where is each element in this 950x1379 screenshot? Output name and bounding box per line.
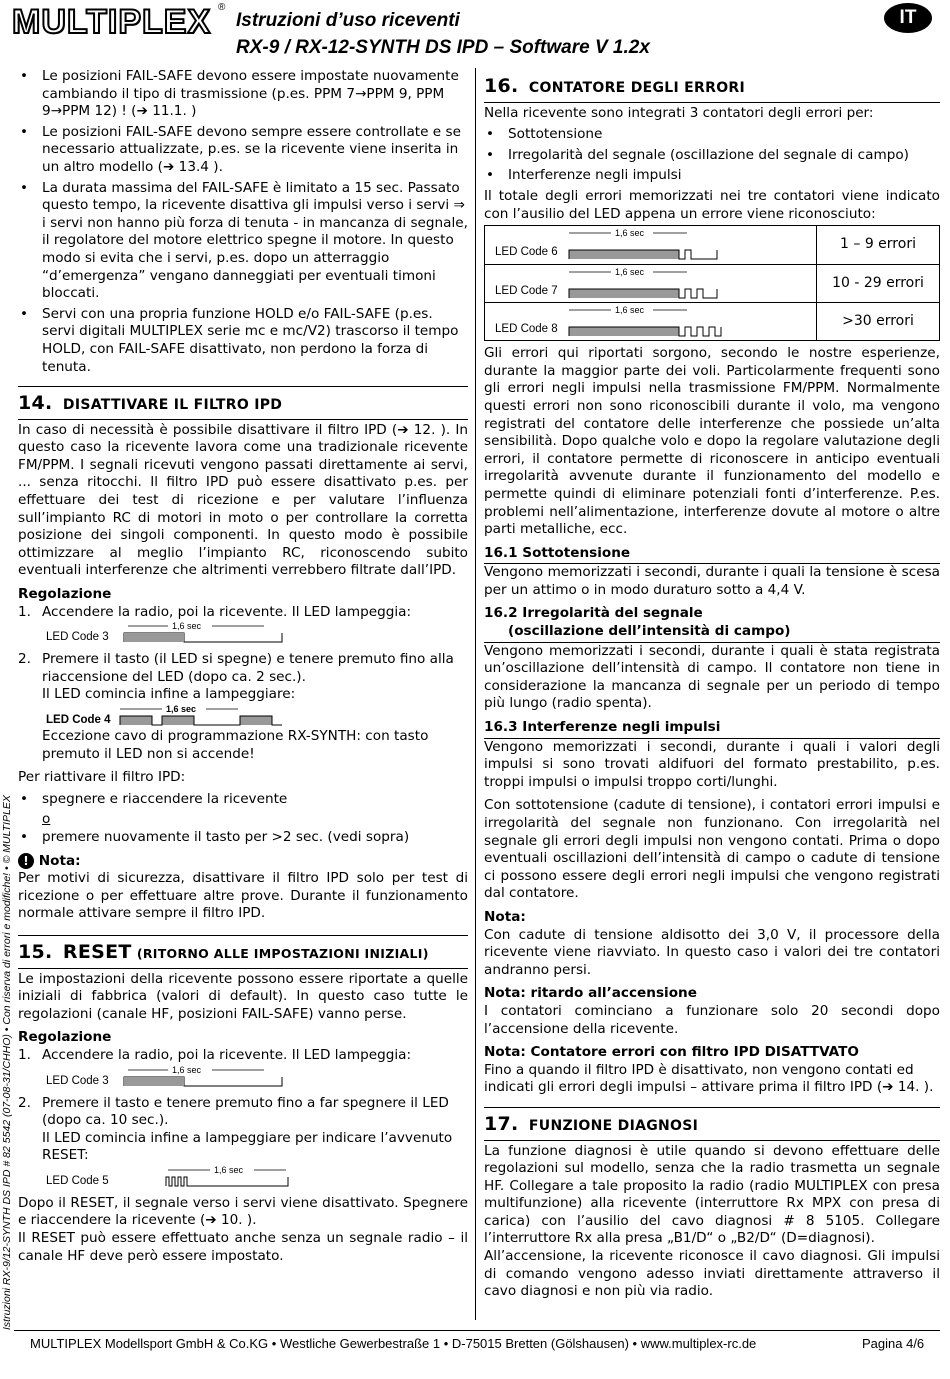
error-range: >30 errori bbox=[842, 313, 914, 330]
section-17-number: 17. bbox=[484, 1112, 519, 1135]
section-16-total: Il totale degli errori memorizzati nei tre contatori viene indicato con l’ausilio del LED appena un errore viene riconosciuto: bbox=[484, 187, 940, 222]
led-timing-label: 1,6 sec bbox=[214, 1164, 244, 1175]
bullet-failsafe-check: • Le posizioni FAIL-SAFE devono sempre essere controllate e se necessario attualizzate, p.es. se la ricevente viene inserita in un altro modello (➔ 13.4 ). bbox=[18, 124, 468, 177]
step-text: Premere il tasto (il LED si spegne) e tenere premuto fino alla riaccensione del LED (dopo ca. 2 sec.). bbox=[42, 651, 454, 685]
section-rule bbox=[18, 386, 468, 387]
footer-rule bbox=[14, 1330, 940, 1331]
led-pulse-diagram bbox=[567, 267, 787, 301]
led-timing-label: 1,6 sec bbox=[615, 305, 645, 316]
error-code-table bbox=[484, 225, 940, 341]
nota-3-text: Fino a quando il filtro IPD è disattivato, non vengono contati ed indicati gli errori degli impulsi – attivare prima il filtro IPD (➔ 14. ). bbox=[484, 1061, 934, 1096]
left-column bbox=[18, 68, 468, 1265]
section-14-step1 bbox=[18, 604, 468, 622]
nota-2-heading: Nota: ritardo all’accensione bbox=[484, 985, 697, 1002]
section-16-heading bbox=[484, 75, 940, 98]
led-code-label: LED Code 7 bbox=[495, 285, 558, 298]
footer-address: MULTIPLEX Modellsport GmbH & Co.KG • Westliche Gewerbestraße 1 • D-75015 Bretten (Gölshausen) • www.multiplex-rc.de bbox=[30, 1336, 757, 1351]
led-pulse-diagram bbox=[567, 305, 787, 339]
error-range: 1 – 9 errori bbox=[840, 236, 916, 253]
led-code-label: LED Code 8 bbox=[495, 323, 558, 336]
led-pulse-diagram bbox=[114, 1065, 294, 1089]
section-15-step2 bbox=[18, 1095, 468, 1130]
section-16-explain: Gli errori qui riportati sorgono, secondo le nostre esperienze, durante la maggior parte dei voli. Particolarmente frequenti sono gli errori negli impulsi nella trasmissione FM/PPM. Normalmente questi errori non sono riconoscibili durante il volo, ma vengono registrati del contatore delle interferenze che possiede un’alta sensibilità. Dopo qualche volo e dopo la regolare valutazione degli errori, il contatore permette di riconoscere in anticipo eventuali irregolarità avvenute durante il funzionamento del modello e permette quindi di eliminare potenziali fonti d’interferenze. P.es. problemi nell’alimentazione, interferenze dovute al motore o altre parti metalliche, ecc. bbox=[484, 345, 940, 538]
section-16-3-text-b: Con sottotensione (cadute di tensione), i contatori errori impulsi e irregolarità del segnale non funzionano. Con irregolarità nel segnale gli errori degli impulsi non vengono contati. Prima o dopo eventuali oscillazioni dell’intensità di campo o cadute di tensione ci possono essere degli errori negli impulsi che vengono registrati dal contatore. bbox=[484, 797, 940, 902]
led-code-label: LED Code 5 bbox=[46, 1174, 109, 1187]
page-header bbox=[0, 0, 950, 66]
led-code-label: LED Code 6 bbox=[495, 246, 558, 259]
bullet-failsafe-reset: • Le posizioni FAIL-SAFE devono essere impostate nuovamente cambiando il tipo di trasmissione (p.es. PPM 7→PPM 9, PPM 9→PPM 12) ! (➔ 11.1. ) bbox=[18, 68, 468, 121]
led-timing-label: 1,6 sec bbox=[172, 621, 202, 632]
section-17-heading bbox=[484, 1112, 940, 1136]
led-timing-label: 1,6 sec bbox=[166, 704, 197, 714]
table-row bbox=[485, 302, 939, 340]
section-16-3-heading: 16.3 Interferenze negli impulsi bbox=[484, 719, 940, 739]
section-14-note: Per motivi di sicurezza, disattivare il filtro IPD solo per test di ricezione o per effettuare altre prove. Durante il funzionamento normale attivare sempre il filtro IPD. bbox=[18, 870, 468, 922]
multiplex-logo: MULTIPLEX bbox=[12, 3, 212, 41]
led-code-3-diagram bbox=[46, 621, 468, 645]
led-code-label: LED Code 3 bbox=[46, 1074, 109, 1087]
section-15-reset-note: Il RESET può essere effettuato anche senza un segnale radio – il canale HF deve però essere impostato. bbox=[18, 1230, 468, 1264]
led-pulse-diagram bbox=[114, 1165, 304, 1189]
error-counter-item: • Irregolarità del segnale (oscillazione del segnale di campo) bbox=[484, 147, 940, 165]
step-number: 1. bbox=[18, 1046, 31, 1063]
led-code-4-diagram bbox=[46, 704, 468, 728]
section-17-title: FUNZIONE DIAGNOSI bbox=[528, 1117, 699, 1134]
section-16-2-subheading: (oscillazione dell’intensità di campo) bbox=[484, 623, 940, 643]
bullet-failsafe-duration: • La durata massima del FAIL-SAFE è limitato a 15 sec. Passato questo tempo, la ricevente disattiva gli impulsi verso i servi ⇒ i servi non hanno più forza di tenuta - in mancanza di segnale, il regolatore del motore elettrico spegne il motore. In questo modo si evita che i servi, p.es. dopo un atterraggio “d’emergenza” vengano danneggiati per eventuali timoni bloccati. bbox=[18, 180, 468, 303]
section-14-regolazione: Regolazione bbox=[18, 586, 112, 603]
led-timing-label: 1,6 sec bbox=[172, 1064, 202, 1075]
section-14-intro: In caso di necessità è possibile disattivare il filtro IPD (➔ 12. ). In questo caso la ricevente lavora come una tradizionale ricevente FM/PPM. I segnali ricevuti vengono passati direttamente ai servi, ... senza ritocchi. Il filtro IPD può essere disattivato p.es. per effettuare dei test di ricezione e per valutare l’influenza sull’impianto RC di motori in moto o per controllare la corretta posizione dei singoli componenti. In questo modo è possibile ottimizzare al meglio l’impianto RC, riconoscendo subito eventuali interferenze che altrimenti verrebbero filtrate dall’IPD. bbox=[18, 419, 468, 580]
led-timing-label: 1,6 sec bbox=[615, 267, 645, 278]
reactivate-option-2: • premere nuovamente il tasto per >2 sec. (vedi sopra) bbox=[18, 829, 468, 847]
error-counter-item: • Interferenze negli impulsi bbox=[484, 167, 940, 185]
led-pulse-diagram bbox=[114, 704, 304, 728]
section-15-step2b: Il LED comincia infine a lampeggiare per indicare l’avvenuto RESET: bbox=[42, 1129, 453, 1164]
section-14-title: DISATTIVARE IL FILTRO IPD bbox=[62, 397, 283, 414]
section-16-number: 16. bbox=[484, 75, 519, 97]
nota-3-heading: Nota: Contatore errori con filtro IPD DISATTVATO bbox=[484, 1044, 859, 1061]
nota-1-text: Con cadute di tensione aldisotto dei 3,0 V, il processore della ricevente viene riavviato. In questo caso i valori dei tre contatori andranno persi. bbox=[484, 926, 940, 978]
side-margin-note: Istruzioni RX-9/12-SYNTH DS IPD # 82 5542 (07-08-31/CHHO) • Con riserva di errori e modifiche! • © MULTIPLEX bbox=[1, 795, 13, 1330]
section-16-title: CONTATORE DEGLI ERRORI bbox=[528, 80, 745, 96]
table-row bbox=[485, 226, 939, 264]
section-15-heading bbox=[18, 940, 468, 964]
registered-mark: ® bbox=[218, 2, 226, 13]
section-15-after-reset: Dopo il RESET, il segnale verso i servi viene disattivato. Spegnere e riaccendere la ricevente (➔ 10. ). bbox=[18, 1194, 468, 1229]
warning-icon: ! bbox=[18, 853, 34, 869]
error-counter-item: • Sottotensione bbox=[484, 126, 940, 144]
section-14-heading bbox=[18, 392, 468, 415]
section-16-1-heading: 16.1 Sottotensione bbox=[484, 545, 940, 565]
section-14-reactivate: Per riattivare il filtro IPD: bbox=[18, 769, 186, 786]
language-badge: IT bbox=[884, 3, 932, 33]
section-15-subtitle: (RITORNO ALLE IMPOSTAZIONI INIZIALI) bbox=[136, 945, 429, 961]
led-code-5-diagram bbox=[46, 1165, 468, 1189]
section-14-step2 bbox=[18, 651, 468, 686]
page-number: Pagina 4/6 bbox=[862, 1336, 925, 1351]
led-pulse-diagram bbox=[567, 228, 787, 262]
step-number: 2. bbox=[18, 1094, 31, 1111]
section-15-step1 bbox=[18, 1047, 468, 1065]
section-15-intro: Le impostazioni della ricevente possono essere riportate a quelle iniziali di fabbrica (valori di default). In questo caso tutte le regolazioni (canale HF, posizioni FAIL-SAFE) vanno perse. bbox=[18, 968, 468, 1024]
step-number: 1. bbox=[18, 603, 31, 620]
led-timing-label: 1,6 sec bbox=[615, 228, 645, 239]
section-14-step2b: Il LED comincia infine a lampeggiare: bbox=[42, 686, 296, 703]
reactivate-option-1: • spegnere e riaccendere la ricevente bbox=[18, 791, 468, 809]
led-pulse-diagram bbox=[114, 621, 294, 645]
section-15-title: RESET bbox=[62, 940, 132, 963]
step-text: Premere il tasto e tenere premuto fino a far spegnere il LED (dopo ca. 10 sec.). bbox=[42, 1094, 449, 1129]
step-text: Accendere la radio, poi la ricevente. Il LED lampeggia: bbox=[42, 1046, 412, 1063]
page-title: Istruzioni d’uso riceventi bbox=[236, 10, 460, 31]
section-15-regolazione: Regolazione bbox=[18, 1029, 112, 1046]
bullet-servo-hold: • Servi con una propria funzione HOLD e/o FAIL-SAFE (p.es. servi digitali MULTIPLEX serie mc e mc/V2) trascorso il tempo HOLD, con FAIL-SAFE disattivato, non perdono la forza di tenuta. bbox=[18, 306, 468, 376]
led-code-3-diagram bbox=[46, 1065, 468, 1089]
column-divider bbox=[475, 68, 476, 1320]
section-rule bbox=[484, 1107, 940, 1108]
nota-2-text: I contatori cominciano a funzionare solo 20 secondi dopo l’accensione della ricevente. bbox=[484, 1002, 940, 1037]
step-text: Accendere la radio, poi la ricevente. Il LED lampeggia: bbox=[42, 603, 412, 620]
page-subtitle: RX-9 / RX-12-SYNTH DS IPD – Software V 1.2x bbox=[236, 37, 650, 58]
section-14-number: 14. bbox=[18, 392, 53, 415]
section-16-3-text-a: Vengono memorizzati i secondi, durante i quali i valori degli impulsi si sono trovati aldifuori del formato prestabilito, p.es. troppi impulsi o impulsi troppo corti/lunghi. bbox=[484, 738, 940, 790]
section-17-text-2: All’accensione, la ricevente riconosce il cavo diagnosi. Gli impulsi di comando vengono adesso inviati direttamente attraverso il cavo diagnosi e non più via radio. bbox=[484, 1248, 940, 1300]
section-16-2-heading: 16.2 Irregolarità del segnale bbox=[484, 605, 703, 622]
led-code-label: LED Code 3 bbox=[46, 631, 109, 644]
section-16-intro: Nella ricevente sono integrati 3 contatori degli errori per: bbox=[484, 102, 940, 123]
led-code-label: LED Code 4 bbox=[46, 714, 111, 726]
section-16-1-text: Vengono memorizzati i secondi, durante i quali la tensione è scesa per un attimo o in modo duraturo sotto a 4,4 V. bbox=[484, 564, 940, 598]
nota-1-heading: Nota: bbox=[484, 908, 526, 925]
section-14-exception: Eccezione cavo di programmazione RX-SYNTH: con tasto premuto il LED non si accende! bbox=[42, 728, 429, 762]
right-column bbox=[484, 68, 940, 1301]
section-rule bbox=[18, 935, 468, 936]
note-label: Nota: bbox=[38, 852, 81, 869]
error-range: 10 - 29 errori bbox=[832, 275, 924, 292]
section-14-note-heading bbox=[18, 853, 468, 871]
section-16-2-text: Vengono memorizzati i secondi, durante i quali è stata registrata un’oscillazione dell’intensità di campo. Il contatore non tiene in considerazione la mancanza di segnale per un periodo di tempo più lungo (radio spenta). bbox=[484, 642, 940, 712]
section-15-number: 15. bbox=[18, 940, 53, 963]
step-number: 2. bbox=[18, 651, 31, 668]
table-row bbox=[485, 264, 939, 302]
section-17-text-1: La funzione diagnosi è utile quando si devono effettuare delle regolazioni sul modello, senza che la radio trasmetta un segnale HF. Collegare a tale proposito la radio (radio MULTIPLEX con presa multifunzione) alla ricevente (interruttore Rx MPX con presa di carica) con l’ausilio del cavo diagnosi # 8 5105. Collegare l’interruttore Rx alla presa „B1/D“ o „B2/D“ (D=diagnosi). bbox=[484, 1140, 940, 1249]
reactivate-or: o bbox=[42, 811, 51, 828]
